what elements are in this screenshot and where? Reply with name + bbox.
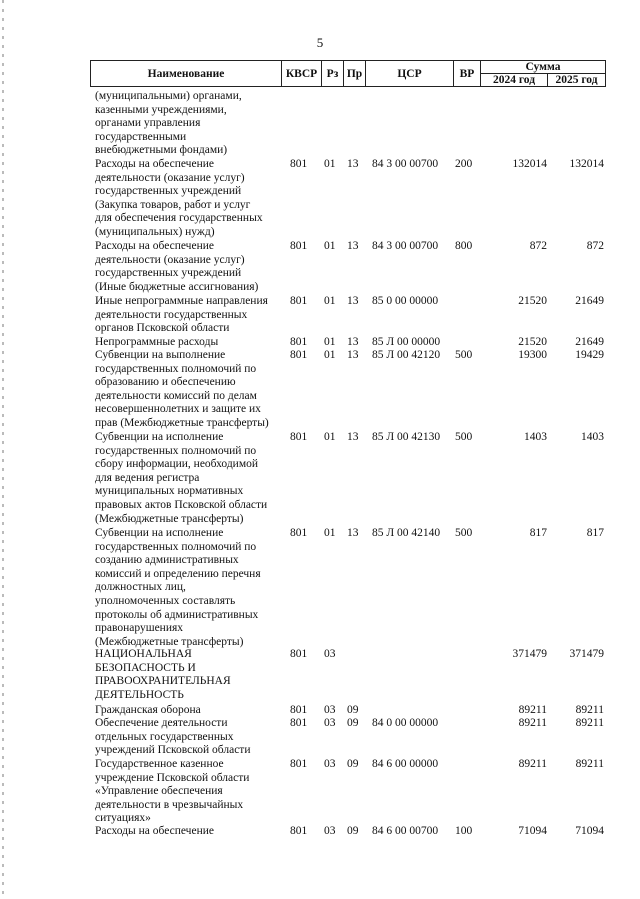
row-vr: 100 xyxy=(455,825,473,837)
header-csr: ЦСР xyxy=(366,61,454,86)
row-csr: 84 3 00 00700 xyxy=(372,158,439,170)
row-vr: 500 xyxy=(455,349,473,361)
header-2025: 2025 год xyxy=(555,74,598,86)
row-sum-2024: 21520 xyxy=(518,295,547,307)
row-sum-2024: 132014 xyxy=(512,158,547,170)
row-sum-2024: 1403 xyxy=(524,431,547,443)
row-sum-2025: 21649 xyxy=(575,336,604,348)
row-csr: 85 Л 00 42120 xyxy=(372,349,441,361)
row-vr: 500 xyxy=(455,527,473,539)
row-kvsr: 801 xyxy=(290,240,308,252)
row-sum-2024: 71094 xyxy=(518,825,547,837)
row-kvsr: 801 xyxy=(290,431,308,443)
row-rz: 03 xyxy=(324,758,336,770)
row-sum-2025: 132014 xyxy=(569,158,604,170)
row-pr: 13 xyxy=(347,349,359,361)
row-name: Расходы на обеспечение деятельности (оказание услуг) государственных учреждений (Иные бюджетные ассигнования) xyxy=(95,240,259,293)
row-pr: 13 xyxy=(347,336,359,348)
row-name: Расходы на обеспечение xyxy=(95,825,214,837)
header-name: Наименование xyxy=(91,61,282,86)
row-pr: 09 xyxy=(347,825,359,837)
row-vr: 800 xyxy=(455,240,473,252)
row-pr: 13 xyxy=(347,295,359,307)
row-sum-2025: 89211 xyxy=(575,717,604,729)
row-csr: 84 3 00 00700 xyxy=(372,240,439,252)
row-vr: 500 xyxy=(455,431,473,443)
row-name: Государственное казенное учреждение Псковской области «Управление обеспечения деятельности в чрезвычайных ситуациях» xyxy=(95,758,250,825)
row-kvsr: 801 xyxy=(290,648,308,660)
row-csr: 85 Л 00 42130 xyxy=(372,431,441,443)
row-pr: 09 xyxy=(347,704,359,716)
row-kvsr: 801 xyxy=(290,158,308,170)
row-sum-2024: 89211 xyxy=(518,704,547,716)
row-name: Гражданская оборона xyxy=(95,704,201,716)
row-sum-2024: 89211 xyxy=(518,717,547,729)
row-sum-2025: 817 xyxy=(586,527,604,539)
row-rz: 01 xyxy=(324,527,336,539)
row-name: НАЦИОНАЛЬНАЯ БЕЗОПАСНОСТЬ И ПРАВООХРАНИТЕЛЬНАЯ ДЕЯТЕЛЬНОСТЬ xyxy=(95,648,231,701)
row-name: Иные непрограммные направления деятельности государственных органов Псковской области xyxy=(95,295,268,335)
page-number: 5 xyxy=(316,35,324,50)
row-csr: 85 Л 00 42140 xyxy=(372,527,441,539)
row-rz: 01 xyxy=(324,336,336,348)
row-csr: 84 0 00 00000 xyxy=(372,717,439,729)
row-name: (муниципальными) органами, казенными учреждениями, органами управления государственными внебюджетными фондами) xyxy=(95,90,242,157)
row-kvsr: 801 xyxy=(290,527,308,539)
row-rz: 01 xyxy=(324,431,336,443)
row-kvsr: 801 xyxy=(290,336,308,348)
row-rz: 03 xyxy=(324,704,336,716)
row-sum-2025: 89211 xyxy=(575,704,604,716)
row-pr: 13 xyxy=(347,158,359,170)
row-kvsr: 801 xyxy=(290,758,308,770)
row-vr: 200 xyxy=(455,158,473,170)
header-2024: 2024 год xyxy=(481,74,548,86)
row-csr: 85 Л 00 00000 xyxy=(372,336,441,348)
header-kvsr: КВСР xyxy=(282,61,322,86)
row-name: Обеспечение деятельности отдельных государственных учреждений Псковской области xyxy=(95,717,251,757)
row-rz: 01 xyxy=(324,295,336,307)
row-pr: 13 xyxy=(347,240,359,252)
row-rz: 01 xyxy=(324,240,336,252)
row-sum-2025: 89211 xyxy=(575,758,604,770)
row-sum-2025: 371479 xyxy=(569,648,604,660)
row-sum-2024: 21520 xyxy=(518,336,547,348)
row-kvsr: 801 xyxy=(290,349,308,361)
row-sum-2025: 872 xyxy=(586,240,604,252)
row-sum-2024: 89211 xyxy=(518,758,547,770)
row-sum-2024: 872 xyxy=(529,240,547,252)
header-sum: Сумма xyxy=(481,61,605,74)
row-pr: 13 xyxy=(347,431,359,443)
row-kvsr: 801 xyxy=(290,295,308,307)
row-name: Субвенции на исполнение государственных полномочий по созданию административных комиссий и определению перечня должностных лиц, уполномоченных составлять протоколы об административных правонарушениях (Межбюджетные трансферты) xyxy=(95,527,261,648)
row-sum-2025: 71094 xyxy=(575,825,604,837)
row-name: Субвенции на выполнение государственных полномочий по образованию и обеспечению деятельности комиссий по делам несовершеннолетних и защите их прав (Межбюджетные трансферты) xyxy=(95,349,269,429)
row-name: Расходы на обеспечение деятельности (оказание услуг) государственных учреждений (Закупка товаров, работ и услуг для обеспечения государственных (муниципальных) нужд) xyxy=(95,158,263,238)
row-sum-2025: 19429 xyxy=(575,349,604,361)
row-sum-2024: 19300 xyxy=(518,349,547,361)
header-vr: ВР xyxy=(454,61,481,86)
row-sum-2024: 371479 xyxy=(512,648,547,660)
row-sum-2025: 21649 xyxy=(575,295,604,307)
row-rz: 01 xyxy=(324,349,336,361)
row-kvsr: 801 xyxy=(290,825,308,837)
row-csr: 85 0 00 00000 xyxy=(372,295,439,307)
row-pr: 13 xyxy=(347,527,359,539)
row-pr: 09 xyxy=(347,758,359,770)
row-rz: 01 xyxy=(324,158,336,170)
row-rz: 03 xyxy=(324,825,336,837)
row-rz: 03 xyxy=(324,717,336,729)
row-name: Субвенции на исполнение государственных полномочий по сбору информации, необходимой для ведения регистра муниципальных нормативных правовых актов Псковской области (Межбюджетные трансферты) xyxy=(95,431,268,525)
header-rz: Рз xyxy=(322,61,344,86)
row-name: Непрограммные расходы xyxy=(95,336,219,348)
header-pr: Пр xyxy=(344,61,366,86)
row-sum-2025: 1403 xyxy=(581,431,604,443)
row-csr: 84 6 00 00700 xyxy=(372,825,439,837)
row-csr: 84 6 00 00000 xyxy=(372,758,439,770)
row-rz: 03 xyxy=(324,648,336,660)
row-kvsr: 801 xyxy=(290,704,308,716)
row-pr: 09 xyxy=(347,717,359,729)
row-sum-2024: 817 xyxy=(529,527,547,539)
row-kvsr: 801 xyxy=(290,717,308,729)
